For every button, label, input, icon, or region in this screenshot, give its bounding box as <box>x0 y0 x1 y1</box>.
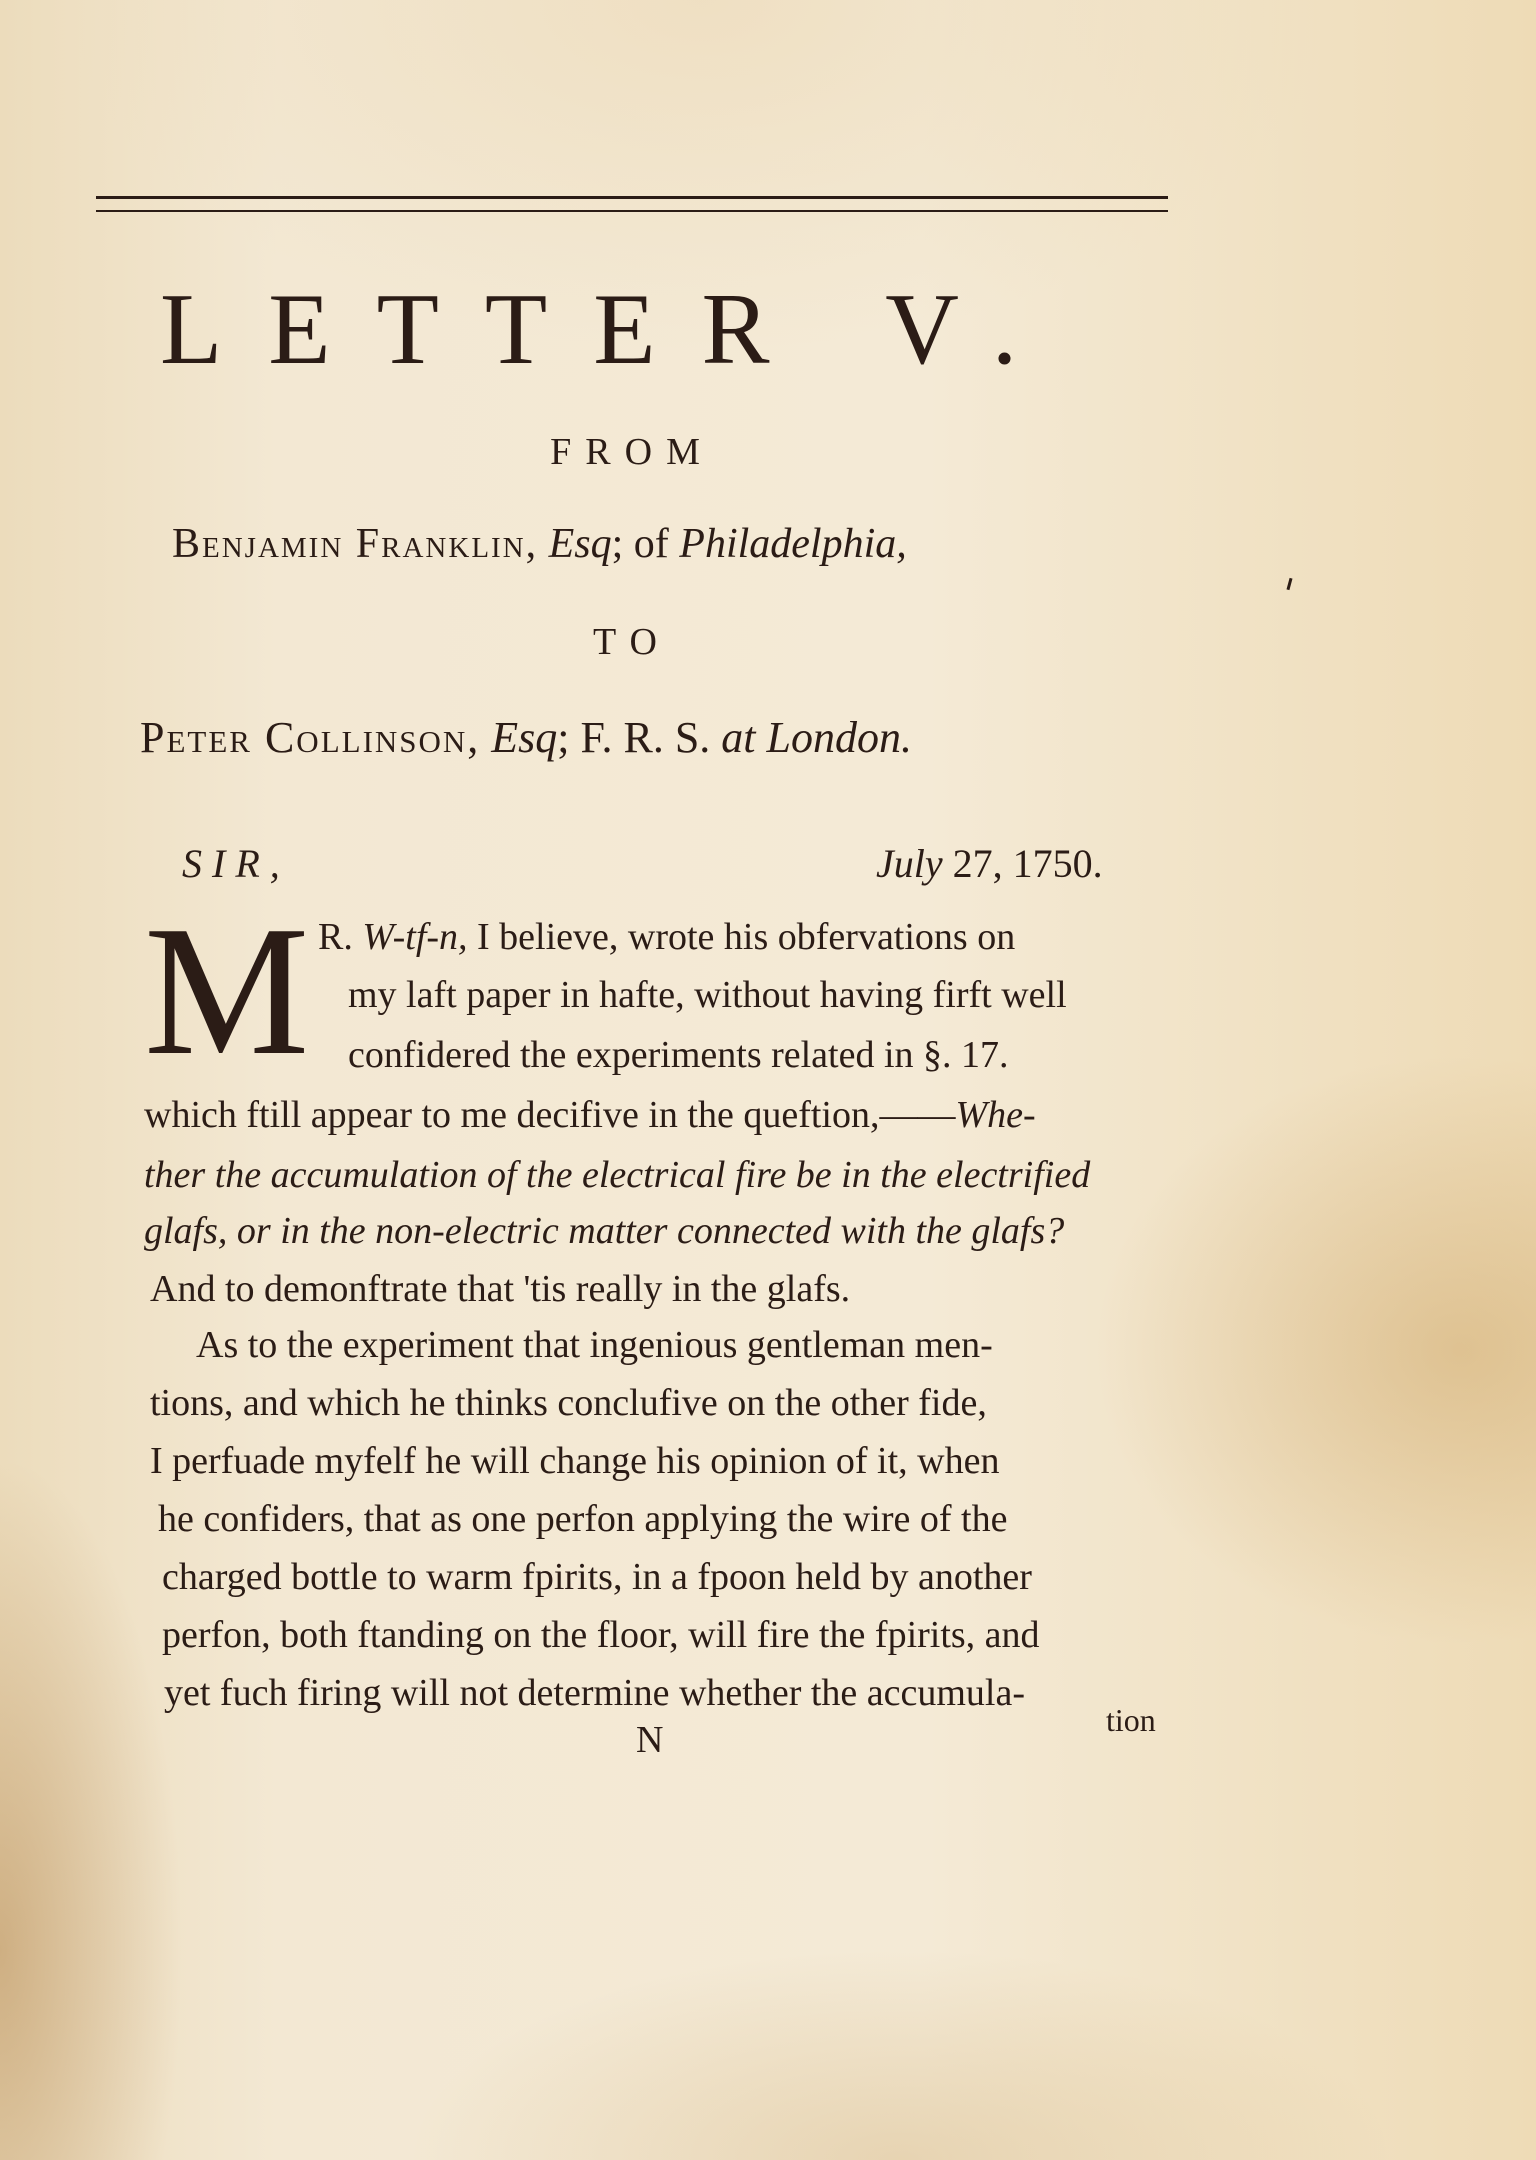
sender-of: ; of <box>611 521 669 567</box>
to-word: TO <box>593 621 671 663</box>
letter-title: LETTER V. <box>160 273 1064 386</box>
header-rule-thick <box>96 196 1168 199</box>
sender-esq: Esq <box>548 521 612 567</box>
from-word: FROM <box>550 431 714 473</box>
recipient-frs: ; F. R. S. <box>557 713 711 762</box>
drop-capital: M <box>144 888 310 1094</box>
body-line-4-b: Whe- <box>955 1094 1036 1136</box>
date-day-year: 27, 1750. <box>952 841 1103 886</box>
recipient-place: London. <box>766 713 913 762</box>
body-line-3: confidered the experiments related in §. 17. <box>348 1034 1009 1076</box>
recipient-name: Peter Collinson, <box>140 713 481 762</box>
para2-line-7: yet fuch firing will not determine whether the accumula- <box>164 1672 1026 1714</box>
body-line-5: ther the accumulation of the electrical fire be in the electrified <box>144 1154 1091 1196</box>
signature-mark: N <box>636 1719 664 1761</box>
para2-line-1: As to the experiment that ingenious gentleman men- <box>196 1324 993 1366</box>
watson-name: W-tf-n, <box>362 916 468 958</box>
para2-line-4: he confiders, that as one perfon applying the wire of the <box>158 1498 1008 1540</box>
sender-line <box>172 520 907 568</box>
body-line-4 <box>144 1090 1036 1140</box>
date-month: July <box>876 841 943 886</box>
body-line-1 <box>318 912 1015 962</box>
ink-speck <box>1286 578 1292 590</box>
sender-place: Philadelphia, <box>679 521 907 567</box>
recipient-esq: Esq <box>491 713 558 762</box>
recipient-at: at <box>721 713 756 762</box>
header-rule-thin <box>96 210 1168 212</box>
para2-line-6: perfon, both ftanding on the floor, will fire the fpirits, and <box>162 1614 1040 1656</box>
recipient-line <box>140 712 912 763</box>
body-line-2: my laft paper in hafte, without having firft well <box>348 974 1067 1016</box>
body-line-4-a: which ftill appear to me decifive in the queftion,—— <box>144 1094 956 1136</box>
para2-line-2: tions, and which he thinks conclufive on the other fide, <box>150 1382 987 1424</box>
sender-name: Benjamin Franklin, <box>172 521 539 567</box>
para2-line-3: I perfuade myfelf he will change his opinion of it, when <box>150 1440 1000 1482</box>
body-line-1-a: R. <box>318 916 353 958</box>
letter-date <box>876 840 1103 887</box>
catchword: tion <box>1106 1702 1156 1738</box>
body-line-1-b: I believe, wrote his obfervations on <box>477 916 1016 958</box>
salutation: SIR, <box>182 841 290 886</box>
body-line-7: And to demonftrate that 'tis really in the glafs. <box>150 1268 851 1310</box>
body-line-6: glafs, or in the non-electric matter connected with the glafs? <box>144 1210 1065 1252</box>
para2-line-5: charged bottle to warm fpirits, in a fpoon held by another <box>162 1556 1032 1598</box>
